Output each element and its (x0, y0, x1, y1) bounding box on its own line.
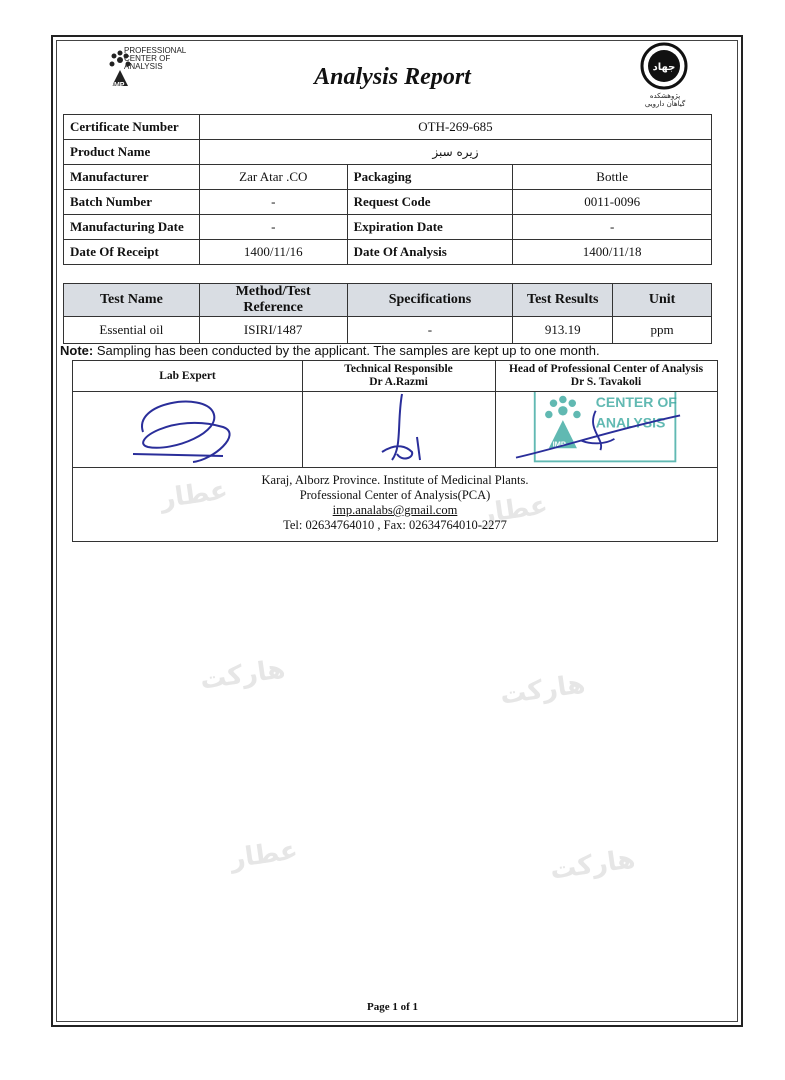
jahad-logo-caption: پژوهشکده گیاهان دارویی (644, 92, 686, 108)
batch-label: Batch Number (64, 190, 200, 215)
watermark: عطار (478, 490, 550, 530)
email-link[interactable]: imp.analabs@gmail.com (332, 503, 458, 517)
results-header-row (64, 284, 712, 317)
manufacturer-value: Zar Atar .CO (199, 165, 347, 190)
info-row (64, 240, 712, 265)
watermark: عطار (158, 475, 230, 515)
report-title: Analysis Report (314, 64, 471, 90)
exp-date-label: Expiration Date (347, 215, 513, 240)
col-method: Method/Test Reference (199, 284, 347, 317)
results-table (63, 283, 712, 344)
lab-expert-signature (73, 392, 302, 467)
request-code-label: Request Code (347, 190, 513, 215)
technical-responsible-signature (302, 392, 495, 467)
address-line: Professional Center of Analysis(PCA) (299, 488, 491, 502)
stamp-badge: IMP (552, 439, 566, 449)
technical-responsible-title: Technical Responsible (344, 363, 453, 375)
product-value: زیره سبز (199, 140, 711, 165)
receipt-date-value: 1400/11/16 (199, 240, 347, 265)
stamp-and-signature (495, 392, 717, 467)
product-label: Product Name (64, 140, 200, 165)
watermark: هارکت (198, 654, 288, 696)
certificate-label: Certificate Number (64, 115, 200, 140)
analysis-date-value: 1400/11/18 (513, 240, 712, 265)
request-code-value: 0011-0096 (513, 190, 712, 215)
table-row (64, 317, 712, 344)
col-specifications: Specifications (347, 284, 513, 317)
technical-responsible-name: Dr A.Razmi (369, 376, 428, 388)
stamp-text: CENTER OF (595, 394, 677, 410)
pca-logo-text: PROFESSIONAL CENTER OF ANALYSIS (124, 46, 187, 71)
watermark: هارکت (498, 669, 588, 711)
jahad-logo (640, 42, 688, 90)
col-test-name: Test Name (64, 284, 200, 317)
technical-responsible-column (302, 361, 496, 467)
divider (73, 467, 717, 468)
head-of-center-column (495, 361, 717, 467)
info-row (64, 190, 712, 215)
jahad-logo-text: جهاد (652, 62, 676, 73)
exp-date-value: - (513, 215, 712, 240)
watermark: عطار (228, 835, 300, 875)
packaging-label: Packaging (347, 165, 513, 190)
address-line: Karaj, Alborz Province. Institute of Medicinal Plants. (261, 473, 529, 487)
cell-method: ISIRI/1487 (199, 317, 347, 344)
cell-specifications: - (347, 317, 513, 344)
mfg-date-label: Manufacturing Date (64, 215, 200, 240)
cell-result: 913.19 (513, 317, 613, 344)
lab-expert-column (73, 361, 303, 467)
head-of-center-name: Dr S. Tavakoli (570, 376, 642, 388)
info-row (64, 115, 712, 140)
signature-block (72, 360, 718, 542)
stamp-text: ANALYSIS (595, 414, 666, 431)
packaging-value: Bottle (513, 165, 712, 190)
address-block (73, 473, 717, 533)
receipt-date-label: Date Of Receipt (64, 240, 200, 265)
info-row (64, 165, 712, 190)
cell-test-name: Essential oil (64, 317, 200, 344)
analysis-date-label: Date Of Analysis (347, 240, 513, 265)
manufacturer-label: Manufacturer (64, 165, 200, 190)
lab-expert-title: Lab Expert (159, 369, 216, 382)
certificate-value: OTH-269-685 (199, 115, 711, 140)
col-test-results: Test Results (513, 284, 613, 317)
head-of-center-title: Head of Professional Center of Analysis (508, 363, 704, 375)
note: Note: Sampling has been conducted by the applicant. The samples are kept up to one month. (60, 343, 600, 358)
info-row (64, 140, 712, 165)
cell-unit: ppm (613, 317, 712, 344)
pca-logo-badge: IMP (112, 82, 125, 89)
info-row (64, 215, 712, 240)
col-unit: Unit (613, 284, 712, 317)
page-number: Page 1 of 1 (366, 1001, 418, 1013)
info-table (63, 114, 712, 265)
batch-value: - (199, 190, 347, 215)
mfg-date-value: - (199, 215, 347, 240)
watermark: هارکت (548, 844, 638, 886)
phone-line: Tel: 02634764010 , Fax: 02634764010-2277 (283, 518, 507, 532)
